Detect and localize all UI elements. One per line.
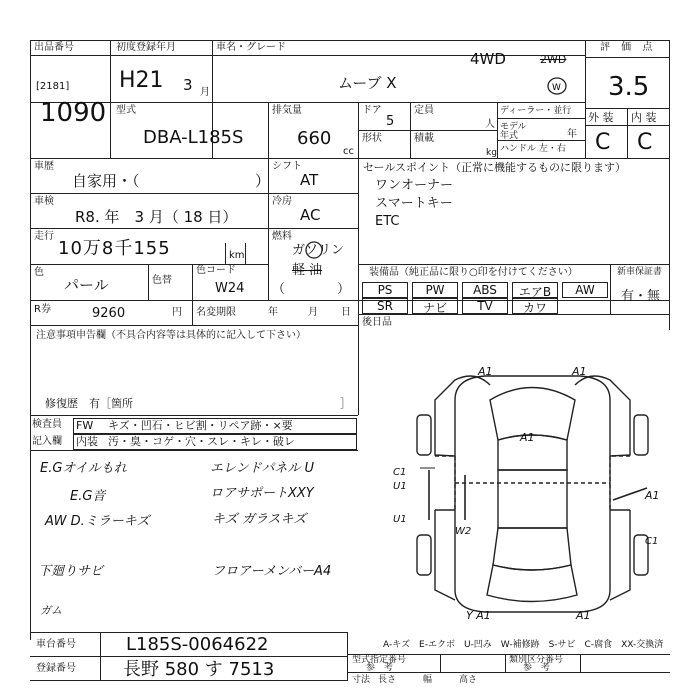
diagram-mark-2: A1 [572,365,587,378]
class-label: 類別区分番号 [509,655,564,665]
disp: 660 [297,128,332,149]
recycle: 9260 [92,306,126,321]
repair-history: 修復歴 有［箇所 [45,397,133,410]
drive: 4WD [470,50,506,68]
shape-label: 形状 [362,133,382,144]
diagram-mark-10: C1 [645,536,659,547]
model: DBA-L185S [143,127,244,148]
equip-abs: ABS [462,282,508,298]
color-swap-label: 色替 [152,275,172,286]
ext-grade: C [595,130,611,155]
sales-point-3: ETC [375,214,400,229]
equipment-label: 装備品（純正品に限り○印を付けてください） [369,267,578,278]
name-change-m: 月 [308,307,318,318]
diagram-mark-1: A1 [478,365,493,378]
ext-label: 外 装 [588,111,614,124]
diagram-mark-11: Y A1 [466,609,491,622]
inspector-row2: 汚・臭・コゲ・穴・スレ・キレ・破レ [108,435,295,448]
diagram-mark-4: A1 [645,489,660,502]
color-code: W24 [215,281,245,296]
load-unit: kg [486,148,497,158]
inspector-label-1: 検査員 [32,419,62,430]
handle-label: ハンドル 左・右 [500,144,566,154]
lot-no: 1090 [40,98,107,128]
chassis: L185S-0064622 [126,634,269,655]
hand-note-9: フロアーメンバーA4 [212,564,332,579]
fuel-paren: （ ） [272,282,351,297]
diagram-mark-9: W2 [455,526,472,537]
equip-aw: AW [562,282,608,298]
int-label: 内 装 [631,111,657,124]
diagram-mark-3: A1 [520,431,535,444]
hand-note-5: ガム [40,604,62,617]
plate-label: 登録番号 [36,663,76,674]
notes-label: 注意事項申告欄（不具合内容等は具体的に記入して下さい） [36,330,306,341]
hand-note-7: ロアサポートXXY [210,486,314,501]
lot-no-label: 出品番号 [34,42,74,53]
color-label: 色 [34,267,44,278]
fuel-circle-icon [304,240,324,260]
car-name-label: 車名・グレード [216,42,286,53]
model-code-sub: 参 考 [366,663,394,673]
recycle-unit: 円 [172,307,182,318]
equip-ps: PS [362,282,408,298]
year-unit: 年 [567,129,577,140]
chassis-label: 車台番号 [36,639,76,650]
mileage-unit: km [229,250,245,261]
dealer-label: ディーラー・並行 [500,106,572,116]
model-code-label: 型式指定番号 [352,655,407,665]
legend: A-キズ E-エクボ U-凹み W-補修跡 S-サビ C-腐食 XX-交換済 [383,640,664,650]
dims: 長さ 幅 高さ [378,675,478,685]
mileage: 10万8千155 [58,238,171,259]
drive-alt: 2WD [540,53,567,66]
month-unit: 月 [200,87,210,98]
history: 自家用・（ [72,172,140,190]
warranty-label: 新車保証書 [617,267,663,277]
color: パール [64,276,109,294]
era: H21 [119,68,164,93]
diagram-mark-7: U1 [393,514,407,525]
equip-leather: カワ [512,298,558,314]
model-label: 型式 [116,105,136,116]
score-label: 評 価 点 [600,42,657,53]
name-change-label: 名変期限 [196,307,236,318]
plate: 長野 580 す 7513 [123,659,275,680]
diagram-mark-5: C1 [393,467,407,478]
hand-note-6: エレンドパネル U [210,461,315,476]
diagram-mark-12: A1 [576,609,591,622]
name-change-d: 日 [341,307,351,318]
hand-note-2: E.G音 [70,489,106,504]
ac: AC [300,206,321,224]
equip-sr: SR [362,298,408,314]
inspector-label-2: 記入欄 [32,436,62,447]
equip-navi: ナビ [412,298,458,314]
hand-note-1: E.Gオイルもれ [40,461,127,476]
sales-point-2: スマートキー [375,196,453,211]
int-grade: C [637,130,653,155]
door-label: ドア [362,105,382,116]
warranty: 有・無 [621,289,661,304]
shift: AT [300,171,319,189]
inspector-row1: キズ・凹石・ヒビ割・リペア跡・×要 [108,419,293,432]
inspector-interior: 内装 [76,435,98,448]
load-label: 積載 [414,133,434,144]
name-change-y: 年 [268,307,278,318]
repair-close: ］ [340,397,351,410]
hand-note-8: キズ ガラスキズ [212,512,307,527]
month: 3 [183,76,193,94]
fuel-gas: ガソリン [292,243,345,258]
inspection-label: 車検 [34,196,54,207]
inspection-date: R8. 年 3 月（ 18 日） [75,208,238,226]
fuel-diesel: 軽 油 [292,263,323,278]
model-year-label: モデル年式 [500,122,527,141]
hand-note-3: AW D.ミラーキズ [45,514,150,529]
mileage-label: 走行 [34,231,54,242]
disp-label: 排気量 [272,105,302,116]
car-diagram [395,360,670,625]
history-close: ） [255,172,271,190]
equip-airbag: エアB [512,282,558,298]
diagram-mark-6: U1 [393,481,407,492]
history-label: 車歴 [34,161,54,172]
rear-items-label: 後日品 [362,317,392,328]
color-code-label: 色コード [196,265,236,276]
disp-unit: cc [343,146,354,157]
score: 3.5 [608,72,650,102]
car-name: ムーブ X [338,74,397,92]
inspector-fw: FW [76,419,94,432]
equip-pw: PW [412,282,458,298]
svg-text:W: W [552,83,561,93]
recycle-label: R券 [34,304,51,315]
cap-unit: 人 [485,119,495,130]
lot-no-small: [2181] [36,81,70,92]
sales-point-1: ワンオーナー [375,178,454,193]
door: 5 [386,114,395,129]
class-sub: 参 考 [523,663,551,673]
first-reg-label: 初度登録年月 [116,42,176,53]
cap-label: 定員 [414,105,434,116]
equip-tv: TV [462,298,508,314]
ac-label: 冷房 [272,196,292,207]
hand-note-4: 下廻りサビ [38,564,104,579]
drive-circle-icon [546,76,568,96]
shift-label: シフト [272,161,302,172]
sales-points-label: セールスポイント（正常に機能するものに限ります） [363,161,627,174]
dims-label: 寸法 [352,675,371,685]
fuel-label: 燃料 [272,231,292,242]
